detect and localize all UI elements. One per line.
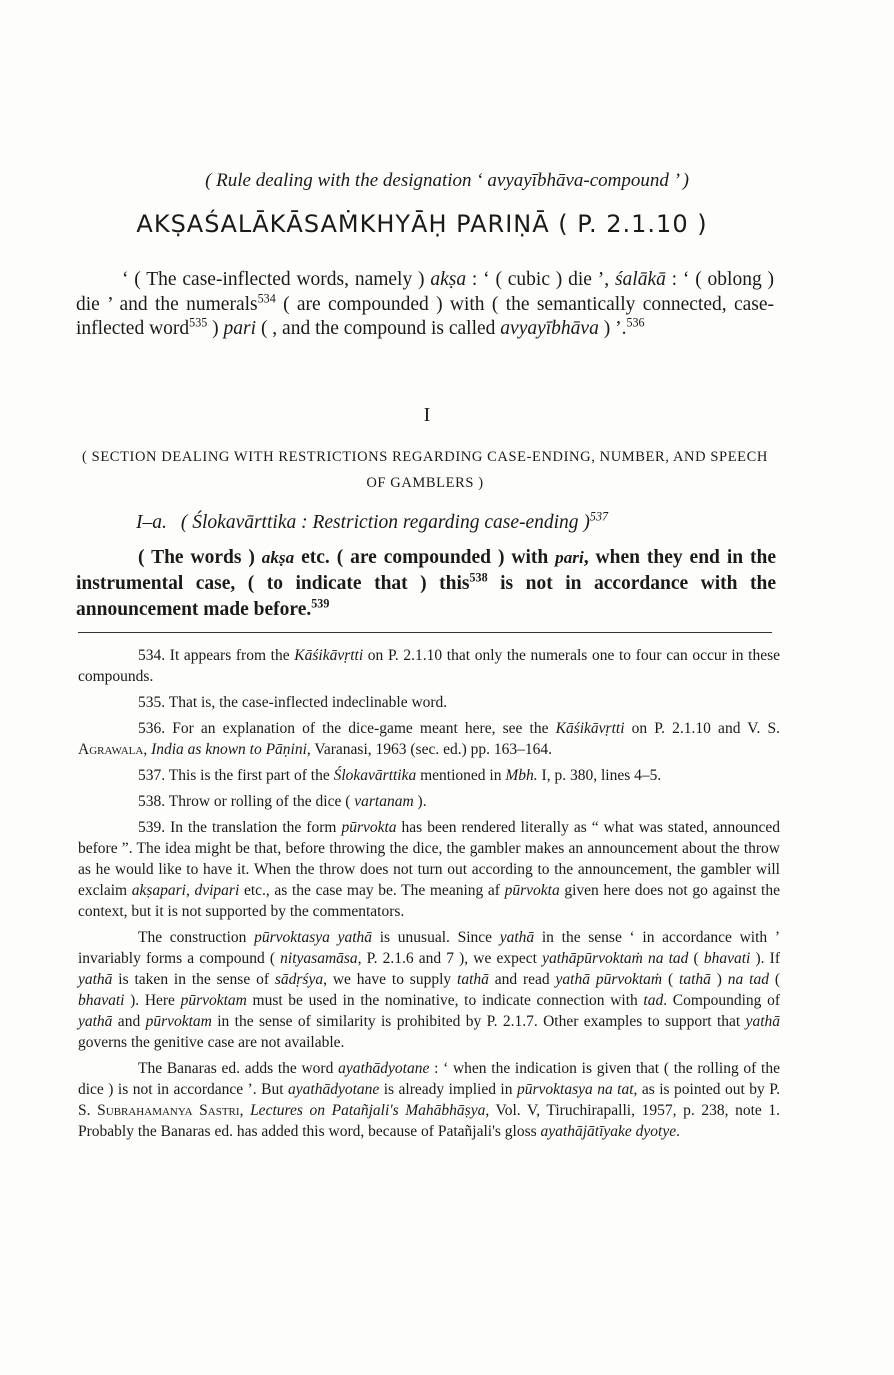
section-number: I [423, 404, 431, 426]
sutra-title: AKṢAŚALĀKĀSAṀKHYĀḤ PARIṆĀ ( P. 2.1.10 ) [136, 210, 708, 238]
footnote-539-continued: The construction pūrvoktasya yathā is unusual. Since yathā in the sense ‘ in accordance with ’ invariably forms a compound ( nityasamāsa, P. 2.1.6 and 7 ), we expect yathāpūrvoktaṁ na tad ( bhavati ). If yathā is taken in the sense of sādṛśya, we have to supply tathā and read yathā pūrvoktaṁ ( tathā ) na tad ( bhavati ). Here pūrvoktam must be used in the nominative, to indicate connection with tad. Compounding of yathā and pūrvoktam in the sense of similarity is prohibited by P. 2.1.7. Other examples to support that yathā governs the genitive case are not available. [78, 929, 780, 1051]
footnote-535: 535. That is, the case-inflected indeclinable word. [138, 694, 448, 711]
footnote-ref: 538 [469, 570, 488, 585]
footnote-ref: 536 [626, 315, 645, 330]
footnote-ref: 537 [589, 509, 609, 524]
varttika-translation: ( The words ) akṣa etc. ( are compounded ) with pari, when they end in the instrumental case, ( to indicate that ) this$^{538}$ is not in accordance with the announcement made before.$^{539}$ [76, 547, 777, 620]
footnote-537: 537. This is the first part of the Ślokavārttika mentioned in Mbh. I, p. 380, lines 4–5. [138, 767, 662, 784]
footnote-539-continued: The Banaras ed. adds the word ayathādyotane : ‘ when the indication is given that ( the rolling of the dice ) is not in accordance ’. But ayathādyotane is already implied in pūrvoktasya na tat, as is pointed out by P. S. Subrahamanya Sastri, Lectures on Patañjali's Mahābhāṣya, Vol. V, Tiruchirapalli, 1957, p. 238, note 1. Probably the Banaras ed. has added this word, because of Patañjali's gloss ayathājātīyake dyotye. [78, 1060, 781, 1140]
footnote-536: 536. For an explanation of the dice-game meant here, see the Kāśikāvṛtti on P. 2.1.10 and V. S. Agrawala, India as known to Pāṇini, Varanasi, 1963 (sec. ed.) pp. 163–164. [78, 720, 780, 758]
footnote-ref: 539 [311, 596, 330, 611]
rule-subtitle: ( Rule dealing with the designation ‘ avyayībhāva-compound ’ ) [205, 170, 689, 191]
footnote-ref: 535 [189, 315, 208, 330]
footnote-539: 539. In the translation the form pūrvokta has been rendered literally as “ what was stated, announced before ”. The idea might be that, before throwing the dice, the gambler makes an announcement about the throw as he would like to have it. When the throw does not turn out according to the announcement, the gambler will exclaim akṣapari, dvipari etc., as the case may be. The meaning af pūrvokta given here does not go against the context, but it is not supported by the commentators. [78, 819, 781, 920]
varttika-heading: I–a. ( Ślokavārttika : Restriction regarding case-ending )$^{537}$ [136, 509, 609, 533]
footnote-ref: 534 [257, 291, 276, 305]
footnotes [78, 645, 780, 1147]
footnote-538: 538. Throw or rolling of the dice ( vartanam ). [138, 793, 427, 810]
footnote-534: 534. It appears from the Kāśikāvṛtti on P. 2.1.10 that only the numerals one to four can occur in these compounds. [78, 647, 780, 685]
footnote-separator [78, 632, 772, 633]
section-heading: ( SECTION DEALING WITH RESTRICTIONS REGARDING CASE-ENDING, NUMBER, AND SPEECH OF GAMBLERS ) [82, 449, 768, 491]
sutra-translation: ‘ ( The case-inflected words, namely ) akṣa : ‘ ( cubic ) die ’, śalākā : ‘ ( oblong ) die ’ and the numerals$^{534}$ ( are compounded ) with ( the semantically connected, case-inflected word$^{535}$ ) pari ( , and the compound is called avyayībhāva ) ’.$^{536}$ [76, 269, 774, 339]
